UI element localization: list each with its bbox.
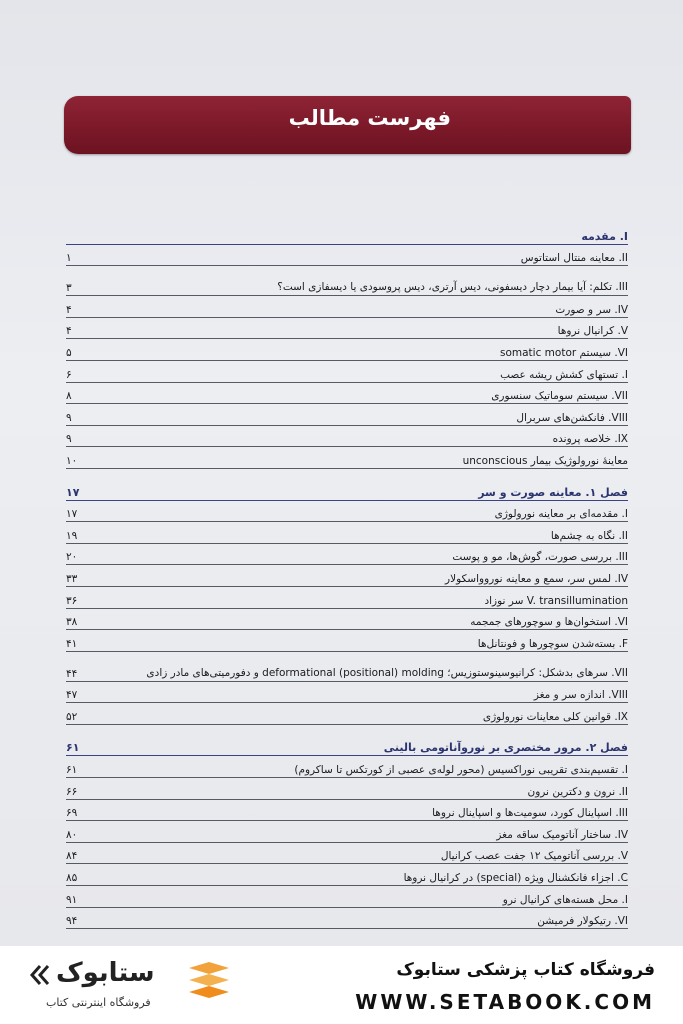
toc-entry: [66, 867, 628, 889]
book-stack-logo-icon: [185, 960, 233, 1006]
toc-page-number: ۴۱: [66, 637, 78, 650]
toc-page-number: ۵: [66, 346, 72, 359]
toc-entry-title: IX. قوانین کلی معاینات نورولوژی: [482, 710, 628, 723]
toc-entry-title: C. اجزاء فانکشنال ویژه (special) در کرانیال نروها: [403, 872, 628, 885]
dotted-leader-line: [66, 842, 628, 843]
toc-page-number: ۴: [66, 325, 72, 338]
toc-entry-title: VI. سیستم somatic motor: [499, 346, 628, 359]
toc-entry-title: I. تستهای کشش ریشه عصب: [500, 368, 628, 381]
toc-entry-title: V. بررسی آناتومیک ۱۲ جفت عصب کرانیال: [440, 850, 628, 863]
toc-page-number: ۸۴: [66, 850, 78, 863]
toc-entry-title: V. کرانیال نروها: [557, 325, 628, 338]
toc-entry-title: VIII. اندازه سر و مغز: [533, 689, 628, 702]
toc-entry-title: II. نرون و دکترین نرون: [527, 785, 628, 798]
toc-entry: [66, 504, 628, 526]
toc-entry: [66, 911, 628, 933]
toc-page-number: ۳۶: [66, 594, 78, 607]
toc-page-number: ۶: [66, 368, 72, 381]
toc-entry: [66, 321, 628, 343]
toc-page-number: ۱۷: [66, 508, 78, 521]
dotted-leader-line: [66, 885, 628, 886]
toc-title-banner: [64, 96, 631, 154]
toc-entry: [66, 781, 628, 803]
toc-section-heading: [66, 738, 628, 760]
dotted-leader-line: [66, 724, 628, 725]
toc-entry: [66, 407, 628, 429]
toc-section-heading: [66, 482, 628, 504]
toc-page-number: ۶۶: [66, 785, 78, 798]
dotted-leader-line: [66, 608, 628, 609]
toc-entry: [66, 547, 628, 569]
dotted-leader-line: [66, 338, 628, 339]
table-of-contents: [66, 226, 628, 932]
toc-page-number: ۶۹: [66, 807, 78, 820]
dotted-leader-line: [66, 244, 628, 245]
toc-entry: [66, 364, 628, 386]
dotted-leader-line: [66, 777, 628, 778]
store-url[interactable]: WWW.SETABOOK.COM: [355, 990, 655, 1014]
dotted-leader-line: [66, 564, 628, 565]
toc-entry: [66, 706, 628, 728]
toc-entry: [66, 386, 628, 408]
toc-entry-title: I. مقدمه‌ای بر معاینه نورولوژی: [494, 508, 628, 521]
toc-page-number: ۶۱: [66, 764, 78, 777]
dotted-leader-line: [66, 681, 628, 682]
dotted-leader-line: [66, 360, 628, 361]
toc-page-number: ۱: [66, 252, 72, 265]
toc-entry-title: F. بسته‌شدن سوچورها و فونتانل‌ها: [477, 637, 628, 650]
logo-tagline: فروشگاه اینترنتی کتاب: [46, 996, 151, 1009]
toc-page-number: ۴: [66, 303, 72, 316]
toc-entry-title: VI. استخوان‌ها و سوچورهای جمجمه: [470, 616, 628, 629]
dotted-leader-line: [66, 468, 628, 469]
toc-entry: [66, 248, 628, 270]
toc-entry-title: IV. ساختار آناتومیک ساقه مغز: [496, 828, 628, 841]
toc-page-number: ۲۰: [66, 551, 78, 564]
toc-section-heading: [66, 226, 628, 248]
toc-page-number: ۴۴: [66, 667, 78, 680]
dotted-leader-line: [66, 928, 628, 929]
toc-entry: [66, 525, 628, 547]
dotted-leader-line: [66, 403, 628, 404]
toc-entry: [66, 450, 628, 472]
page-title: فهرست مطالب: [288, 106, 451, 130]
toc-entry-title: IV. سر و صورت: [555, 303, 628, 316]
dotted-leader-line: [66, 295, 628, 296]
toc-page-number: ۳۳: [66, 572, 78, 585]
toc-entry: [66, 759, 628, 781]
toc-entry-title: VIII. فانکشن‌های سربرال: [516, 411, 628, 424]
toc-entry: [66, 824, 628, 846]
toc-entry-title: VII. سرهای بدشکل: کرانیوسینوستوزیس؛ deformational (positional) molding و دفورمیتی‌های مادر زادی: [146, 666, 628, 679]
dotted-leader-line: [66, 425, 628, 426]
dotted-leader-line: [66, 382, 628, 383]
toc-page-number: ۸: [66, 390, 72, 403]
dotted-leader-line: [66, 820, 628, 821]
toc-page-number: ۱۷: [66, 485, 80, 499]
toc-entry-title: IX. خلاصه پرونده: [552, 433, 628, 446]
dotted-leader-line: [66, 629, 628, 630]
toc-page-number: ۹: [66, 411, 72, 424]
store-footer: [0, 946, 683, 1024]
dotted-leader-line: [66, 446, 628, 447]
toc-page-number: ۴۷: [66, 689, 78, 702]
toc-entry: [66, 299, 628, 321]
dotted-leader-line: [66, 543, 628, 544]
toc-entry: [66, 568, 628, 590]
toc-entry-title: III. بررسی صورت، گوش‌ها، مو و پوست: [452, 551, 628, 564]
toc-page-number: ۸۵: [66, 872, 78, 885]
toc-entry-title: I. مقدمه: [581, 229, 628, 243]
dotted-leader-line: [66, 799, 628, 800]
dotted-leader-line: [66, 907, 628, 908]
dotted-leader-line: [66, 500, 628, 501]
chevron-arrows-icon: [30, 964, 50, 986]
toc-entry-title: VII. سیستم سوماتیک سنسوری: [491, 390, 628, 403]
toc-entry: [66, 342, 628, 364]
toc-entry: [66, 633, 628, 655]
toc-page-number: ۱۹: [66, 529, 78, 542]
toc-page-number: ۹۱: [66, 893, 78, 906]
toc-entry-title: III. تکلم: آیا بیمار دچار دیسفونی، دیس آرتری، دیس پروسودی یا دیسفازی است؟: [277, 281, 628, 294]
toc-entry: [66, 590, 628, 612]
toc-page-number: ۸۰: [66, 828, 78, 841]
toc-page-number: ۹: [66, 433, 72, 446]
toc-entry: [66, 429, 628, 451]
toc-entry: [66, 685, 628, 707]
store-name: فروشگاه کتاب پزشکی ستابوک: [396, 960, 655, 980]
dotted-leader-line: [66, 521, 628, 522]
toc-entry: [66, 655, 628, 685]
toc-entry-title: II. معاینه منتال استاتوس: [520, 252, 628, 265]
dotted-leader-line: [66, 317, 628, 318]
dotted-leader-line: [66, 755, 628, 756]
toc-entry-title: VI. رتیکولار فرمیشن: [537, 915, 628, 928]
toc-entry-title: V. transillumination سر نوزاد: [484, 594, 628, 607]
toc-page-number: ۹۴: [66, 915, 78, 928]
dotted-leader-line: [66, 265, 628, 266]
toc-entry: [66, 889, 628, 911]
toc-entry-title: I. محل هسته‌های کرانیال نرو: [502, 893, 628, 906]
toc-page-number: ۵۲: [66, 710, 78, 723]
toc-entry: [66, 846, 628, 868]
toc-page-number: ۶۱: [66, 741, 80, 755]
toc-entry: [66, 803, 628, 825]
toc-entry-title: II. نگاه به چشم‌ها: [550, 529, 628, 542]
toc-entry: [66, 612, 628, 634]
toc-page-number: ۳: [66, 282, 72, 295]
logo-wordmark: ستابوک: [56, 958, 155, 988]
toc-entry-title: III. اسپاینال کورد، سومیت‌ها و اسپاینال نروها: [432, 807, 628, 820]
toc-entry-title: I. تقسیم‌بندی تقریبی نوراکسیس (محور لوله‌ی عصبی از کورتکس تا ساکروم): [294, 764, 628, 777]
toc-page-number: ۱۰: [66, 454, 78, 467]
dotted-leader-line: [66, 863, 628, 864]
toc-entry: [66, 269, 628, 299]
toc-entry-title: فصل ۲. مرور مختصری بر نوروآناتومی بالینی: [383, 741, 628, 755]
toc-entry-title: IV. لمس سر، سمع و معاینه نورو‌واسکولار: [445, 572, 628, 585]
dotted-leader-line: [66, 586, 628, 587]
dotted-leader-line: [66, 651, 628, 652]
toc-entry-title: فصل ۱. معاینه صورت و سر: [478, 485, 628, 499]
toc-page-number: ۳۸: [66, 616, 78, 629]
toc-entry-title: معاینهٔ نورولوژیک بیمار unconscious: [462, 454, 628, 467]
dotted-leader-line: [66, 702, 628, 703]
